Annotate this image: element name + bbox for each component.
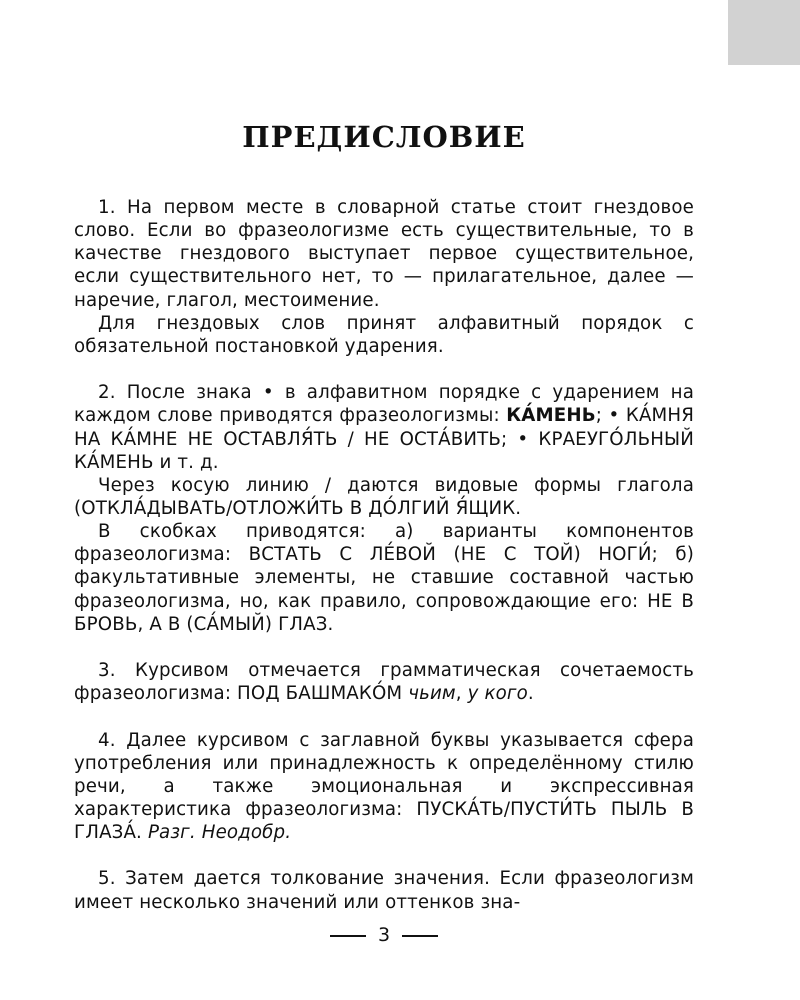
paragraph-3-rest: ; • КА́МНЯ НА КА́МНЕ НЕ ОСТАВЛЯ́ТЬ / НЕ ОСТА́ВИТЬ; • КРАЕУГО́ЛЬНЫЙ КА́МЕНЬ и т. д.	[74, 405, 694, 473]
paragraph-1: 1. На первом месте в словарной статье стоит гнездовое слово. Если во фразеологизме есть существительные, то в качестве гнездового выступает первое существительное, если существительного нет, то — прилагательное, далее — наречие, глагол, местоимение.	[74, 197, 694, 311]
italic-u-kogo: у кого	[467, 683, 528, 705]
page-title: ПРЕДИСЛОВИЕ	[242, 120, 526, 154]
italic-chyim: чьим	[408, 683, 456, 705]
paragraph-gap	[74, 844, 694, 867]
page-number: 3	[377, 924, 391, 946]
page-corner-tab	[728, 0, 800, 65]
paragraph-gap	[74, 705, 694, 728]
page-footer	[0, 920, 768, 950]
paragraph-6-separator: ,	[455, 683, 468, 705]
paragraph-6-lead: 3. Курсивом отмечается грамматическая сочетаемость фразеологизма: ПОД БАШМАКО́М	[74, 660, 694, 705]
paragraph-7	[74, 729, 694, 845]
footer-dash-right	[402, 935, 438, 937]
paragraph-3	[74, 381, 694, 474]
preface-text	[74, 196, 694, 914]
paragraph-5: В скобках приводятся: а) варианты компонентов фразеологизма: ВСТАТЬ С ЛЕ́ВОЙ (НЕ С ТОЙ) НОГИ́; б) факультативные элементы, не ставшие составной частью фразеологизма, но, как правило, сопровождающие его: НЕ В БРОВЬ, А В (СА́МЫЙ) ГЛАЗ.	[74, 521, 694, 635]
paragraph-4: Через косую линию / даются видовые формы глагола (ОТКЛА́ДЫВАТЬ/ОТЛОЖИ́ТЬ В ДО́ЛГИЙ Я́ЩИК.	[74, 474, 694, 520]
paragraph-6-end: .	[527, 683, 534, 705]
headword-kamen: КА́МЕНЬ	[506, 405, 596, 427]
italic-style-marks: Разг. Неодобр.	[147, 822, 292, 844]
paragraph-gap	[74, 636, 694, 659]
paragraph-7-lead: 4. Далее курсивом с заглавной буквы указывается сфера употребления или принадлежность к определённому стилю речи, а также эмоциональная и экспрессивная характеристика фразеологизма: ПУСКА́ТЬ/ПУСТИ́ТЬ ПЫЛЬ В ГЛАЗА́.	[74, 729, 694, 844]
paragraph-3-lead: 2. После знака • в алфавитном порядке с ударением на каждом слове приводятся фразеологизмы:	[74, 382, 694, 427]
paragraph-8: 5. Затем дается толкование значения. Если фразеологизм имеет несколько значений или оттенков зна-	[74, 868, 694, 913]
paragraph-2: Для гнездовых слов принят алфавитный порядок с обязательной постановкой ударения.	[74, 312, 694, 357]
footer-dash-left	[330, 935, 366, 937]
paragraph-gap	[74, 358, 694, 381]
paragraph-6	[74, 659, 694, 705]
